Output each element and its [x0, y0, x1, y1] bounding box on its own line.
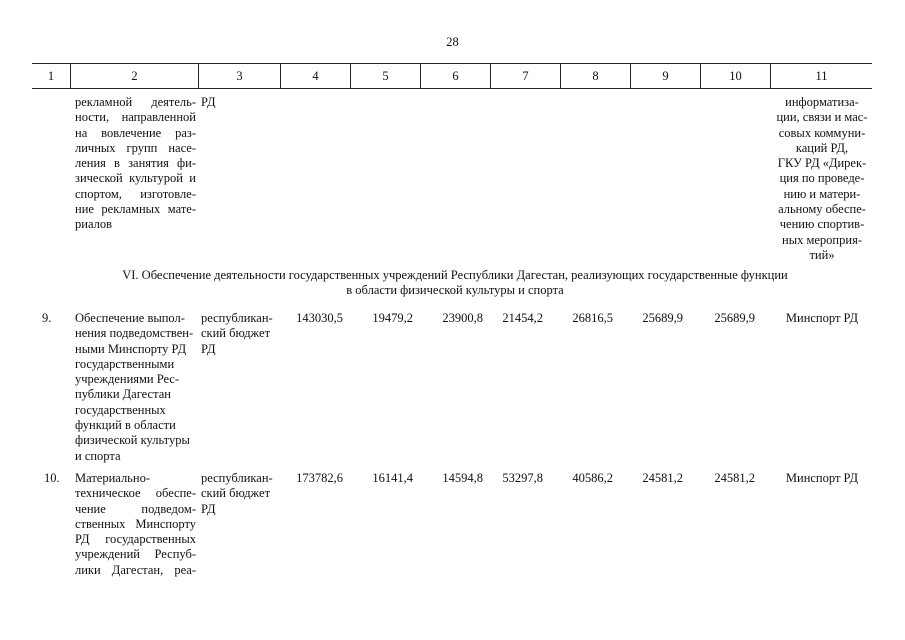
- page-number: 28: [446, 35, 459, 49]
- header-divider: [770, 63, 771, 88]
- amount-year: 25689,9: [642, 311, 683, 325]
- text-line: совых коммуни-: [778, 125, 866, 140]
- header-col-7: 7: [522, 69, 529, 83]
- amount-year: 23900,8: [442, 311, 483, 325]
- text-line: ления в занятия фи-: [75, 156, 196, 171]
- text-line: информатиза-: [785, 95, 859, 109]
- text-line: чению спортив-: [779, 217, 865, 232]
- text-line: РД государственных: [75, 532, 196, 547]
- text-line: ции, связи и мас-: [776, 110, 868, 125]
- amount-total: 143030,5: [296, 311, 343, 325]
- row-number: 9.: [42, 311, 52, 325]
- text-line: Обеспечение выпол-: [75, 311, 185, 325]
- header-col-2: 2: [131, 69, 138, 83]
- text-line: публики Дагестан: [75, 387, 171, 402]
- funding-source: [201, 471, 273, 517]
- amount-year: 16141,4: [372, 471, 413, 485]
- amount-year: 14594,8: [442, 471, 483, 485]
- header-divider: [630, 63, 631, 88]
- text-line: альному обеспе-: [778, 202, 866, 217]
- row-number: 10.: [44, 471, 60, 485]
- header-divider: [420, 63, 421, 88]
- text-line: РД: [201, 95, 216, 109]
- text-line: зической культурой и: [75, 171, 196, 186]
- text-line: ский бюджет: [201, 326, 271, 341]
- amount-year: 21454,2: [502, 311, 543, 325]
- text-line: спортом, изготовле-: [75, 186, 196, 201]
- text-line: государственными: [75, 356, 175, 371]
- text-line: учреждений Респуб-: [75, 547, 196, 562]
- text-line: ция по проведе-: [779, 171, 865, 186]
- amount-year: 26816,5: [572, 311, 613, 325]
- text-line: учреждениями Рес-: [75, 372, 180, 387]
- text-line: нения подведомствен-: [75, 326, 194, 341]
- section-heading: [60, 268, 850, 298]
- header-col-3: 3: [236, 69, 243, 83]
- header-col-11: 11: [815, 69, 828, 83]
- table-header-row: [32, 63, 872, 89]
- text-line: риалов: [75, 217, 112, 232]
- text-line: тий»: [809, 247, 835, 262]
- text-line: чение подведом-: [75, 501, 196, 516]
- executor: Минспорт РД: [785, 311, 859, 325]
- header-col-9: 9: [662, 69, 669, 83]
- text-line: физической культуры: [75, 433, 190, 448]
- amount-year: 19479,2: [372, 311, 413, 325]
- text-line: функций в области: [75, 418, 176, 433]
- funding-source: [201, 311, 273, 357]
- header-col-5: 5: [382, 69, 389, 83]
- amount-year: 24581,2: [714, 471, 755, 485]
- header-divider: [70, 63, 71, 88]
- text-line: республикан-: [201, 311, 273, 325]
- text-line: и спорта: [75, 448, 121, 463]
- section-heading-line: в области физической культуры и спорта: [346, 283, 564, 297]
- text-line: республикан-: [201, 471, 273, 485]
- text-line: Материально-: [75, 471, 150, 485]
- header-col-6: 6: [452, 69, 459, 83]
- measure-text: [75, 471, 196, 578]
- continued-source-text: [201, 95, 216, 110]
- header-col-4: 4: [312, 69, 319, 83]
- header-divider: [280, 63, 281, 88]
- header-divider: [350, 63, 351, 88]
- text-line: ГКУ РД «Дирек-: [777, 156, 867, 171]
- header-col-8: 8: [592, 69, 599, 83]
- executor: Минспорт РД: [785, 471, 859, 485]
- text-line: РД: [201, 501, 216, 516]
- text-line: ние рекламных мате-: [75, 202, 196, 217]
- amount-year: 25689,9: [714, 311, 755, 325]
- continued-executor-text: [772, 95, 872, 263]
- text-line: на вовлечение раз-: [75, 125, 196, 140]
- header-col-10: 10: [729, 69, 742, 83]
- text-line: личных групп насе-: [75, 140, 196, 155]
- header-divider: [198, 63, 199, 88]
- text-line: государственных: [75, 402, 166, 417]
- text-line: нию и матери-: [783, 186, 861, 201]
- amount-year: 24581,2: [642, 471, 683, 485]
- text-line: ственных Минспорту: [75, 516, 196, 531]
- amount-total: 173782,6: [296, 471, 343, 485]
- text-line: каций РД,: [795, 140, 849, 155]
- text-line: РД: [201, 341, 216, 356]
- header-divider: [560, 63, 561, 88]
- header-divider: [700, 63, 701, 88]
- continued-measure-text: [75, 95, 196, 233]
- amount-year: 40586,2: [572, 471, 613, 485]
- text-line: ский бюджет: [201, 486, 271, 501]
- text-line: ными Минспорту РД: [75, 341, 187, 356]
- header-col-1: 1: [47, 69, 55, 83]
- text-line: лики Дагестан, реа-: [75, 562, 196, 577]
- header-divider: [490, 63, 491, 88]
- measure-text: [75, 311, 196, 464]
- text-line: рекламной деятель-: [75, 95, 196, 109]
- section-heading-line: VI. Обеспечение деятельности государственных учреждений Республики Дагестан, реализующих государственные функции: [122, 268, 788, 282]
- text-line: техническое обеспе-: [75, 486, 196, 501]
- text-line: ных мероприя-: [782, 232, 862, 247]
- amount-year: 53297,8: [502, 471, 543, 485]
- text-line: ности, направленной: [75, 110, 196, 125]
